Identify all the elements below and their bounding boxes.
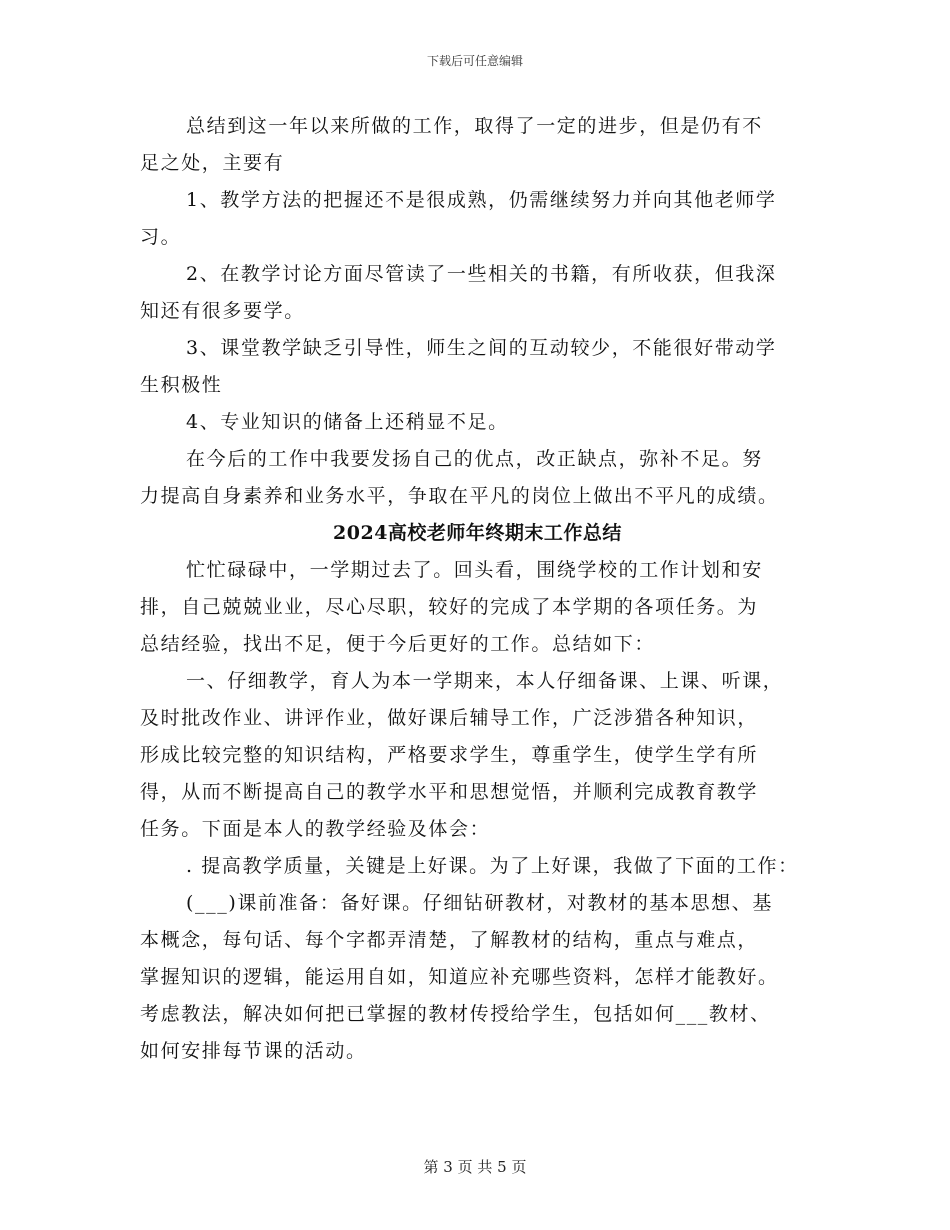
text-line: 本概念，每句话、每个字都弄清楚，了解教材的结构，重点与难点，	[140, 929, 759, 951]
text-line: 1、教学方法的把握还不是很成熟，仍需继续努力并向其他老师学	[186, 189, 777, 211]
text-line: 形成比较完整的知识结构，严格要求学生，尊重学生，使学生学有所	[140, 744, 759, 766]
text-line: . 提高教学质量，关键是上好课。为了上好课，我做了下面的工作：	[186, 855, 799, 877]
text-line: 总结到这一年以来所做的工作，取得了一定的进步，但是仍有不	[186, 115, 763, 137]
text-line: 得，从而不断提高自己的教学水平和思想觉悟，并顺利完成教育教学	[140, 781, 759, 803]
text-line: 考虑教法，解决如何把已掌握的教材传授给学生，包括如何___教材、	[140, 1003, 771, 1025]
text-line: 力提高自身素养和业务水平，争取在平凡的岗位上做出不平凡的成绩。	[140, 485, 779, 507]
section-title: 2024高校老师年终期末工作总结	[333, 522, 622, 544]
text-line: 排，自己兢兢业业，尽心尽职，较好的完成了本学期的各项任务。为	[140, 596, 759, 618]
text-line: 掌握知识的逻辑，能运用自如，知道应补充哪些资料，怎样才能教好。	[140, 966, 779, 988]
page-header: 下载后可任意编辑	[426, 54, 523, 68]
text-line: 及时批改作业、讲评作业，做好课后辅导工作，广泛涉猎各种知识，	[140, 707, 759, 729]
text-line: 2、在教学讨论方面尽管读了一些相关的书籍，有所收获，但我深	[186, 263, 777, 285]
text-line: 一、仔细教学，育人为本一学期来，本人仔细备课、上课、听课，	[186, 670, 784, 692]
text-line: 3、课堂教学缺乏引导性，师生之间的互动较少，不能很好带动学	[186, 337, 777, 359]
text-line: 足之处，主要有	[140, 152, 285, 174]
page-number: 第 3 页 共 5 页	[423, 1158, 527, 1176]
text-line: 任务。下面是本人的教学经验及体会：	[140, 818, 491, 840]
text-line: 习。	[140, 226, 182, 248]
text-line: 在今后的工作中我要发扬自己的优点，改正缺点，弥补不足。努	[186, 448, 763, 470]
text-line: 知还有很多要学。	[140, 300, 305, 322]
text-line: 忙忙碌碌中，一学期过去了。回头看，围绕学校的工作计划和安	[186, 559, 763, 581]
document-body	[140, 108, 815, 1070]
text-line: 总结经验，找出不足，便于今后更好的工作。总结如下：	[140, 633, 656, 655]
text-line: 生积极性	[140, 374, 223, 396]
text-line: (___)课前准备：备好课。仔细钻研教材，对教材的基本思想、基	[186, 892, 773, 914]
text-line: 如何安排每节课的活动。	[140, 1040, 367, 1062]
text-line: 4、专业知识的储备上还稍显不足。	[186, 411, 509, 433]
